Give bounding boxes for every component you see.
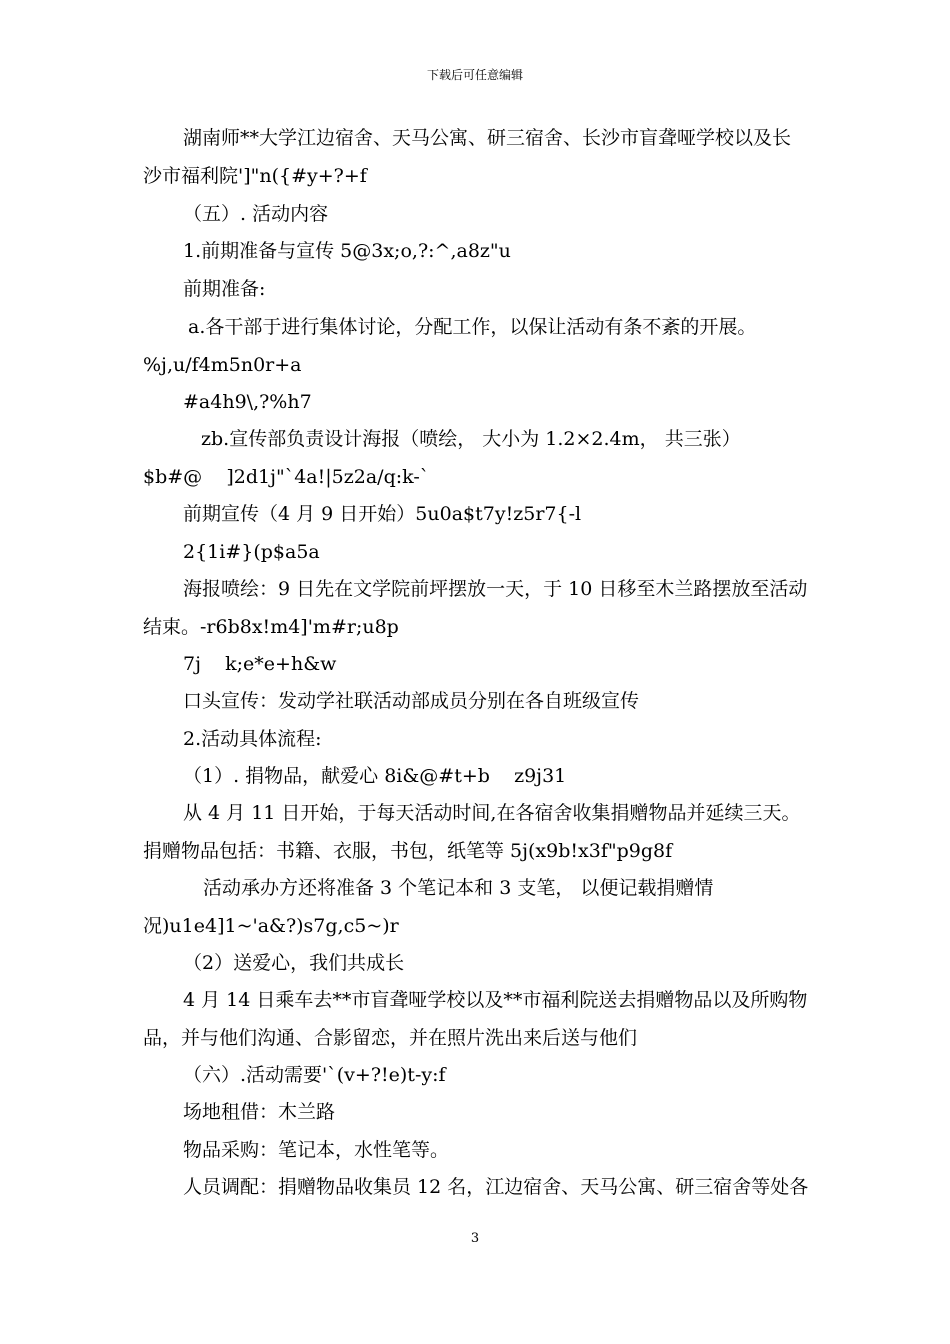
text-line: （2）送爱心，我们共成长 [183,952,405,974]
text-line: #a4h9\,?%h7 [183,391,312,413]
text-line: $b#@ ]2d1j"`4a!|5z2a/q:k-` [143,466,430,488]
text-line: （1）. 捐物品，献爱心 8i&@#t+b z9j31 [183,765,567,787]
text-line: 1.前期准备与宣传 5@3x;o,?:^,a8z"u [183,240,511,262]
text-line: zb.宣传部负责设计海报（喷绘， 大小为 1.2×2.4m， 共三张） [201,428,741,450]
text-line: 前期准备: [183,278,266,300]
text-line: 品，并与他们沟通、合影留恋，并在照片洗出来后送与他们 [143,1027,638,1049]
text-line: %j,u/f4m5n0r+a [143,354,302,376]
text-line: 结束。-r6b8x!m4]'m#r;u8p [143,616,399,638]
text-line: 口头宣传：发动学社联活动部成员分别在各自班级宣传 [183,690,640,712]
text-line: 捐赠物品包括：书籍、衣服，书包，纸笔等 5j(x9b!x3f"p9g8f [143,840,673,862]
text-line: 2{1i#}(p$a5a [183,541,320,563]
section-heading: （六）.活动需要'`(v+?!e)t-y:f [183,1064,446,1086]
text-line: 湖南师**大学江边宿舍、天马公寓、研三宿舍、长沙市盲聋哑学校以及长 [183,127,792,149]
text-line: 从 4 月 11 日开始，于每天活动时间,在各宿舍收集捐赠物品并延续三天。 [183,802,801,824]
page-header: 下载后可任意编辑 [426,68,523,82]
text-line: 前期宣传（4 月 9 日开始）5u0a$t7y!z5r7{-l [183,503,582,525]
text-line: 人员调配：捐赠物品收集员 12 名，江边宿舍、天马公寓、研三宿舍等处各 [183,1176,809,1198]
page-number: 3 [470,1231,480,1246]
text-line: 7j k;e*e+h&w [183,653,337,675]
text-line: 况)u1e4]1~'a&?)s7g,c5~)r [143,915,399,937]
text-line: 2.活动具体流程: [183,728,322,750]
text-line: 场地租借：木兰路 [183,1101,336,1123]
text-line: 沙市福利院']"n({#y+?+f [143,165,367,187]
section-heading: （五）. 活动内容 [183,203,329,225]
text-line: 物品采购：笔记本，水性笔等。 [183,1139,450,1161]
text-line: 海报喷绘：9 日先在文学院前坪摆放一天，于 10 日移至木兰路摆放至活动 [183,578,808,600]
text-line: 活动承办方还将准备 3 个笔记本和 3 支笔， 以便记载捐赠情 [203,877,714,899]
text-line: a.各干部于进行集体讨论，分配工作，以保让活动有条不紊的开展。 [188,316,757,338]
text-line: 4 月 14 日乘车去**市盲聋哑学校以及**市福利院送去捐赠物品以及所购物 [183,989,808,1011]
